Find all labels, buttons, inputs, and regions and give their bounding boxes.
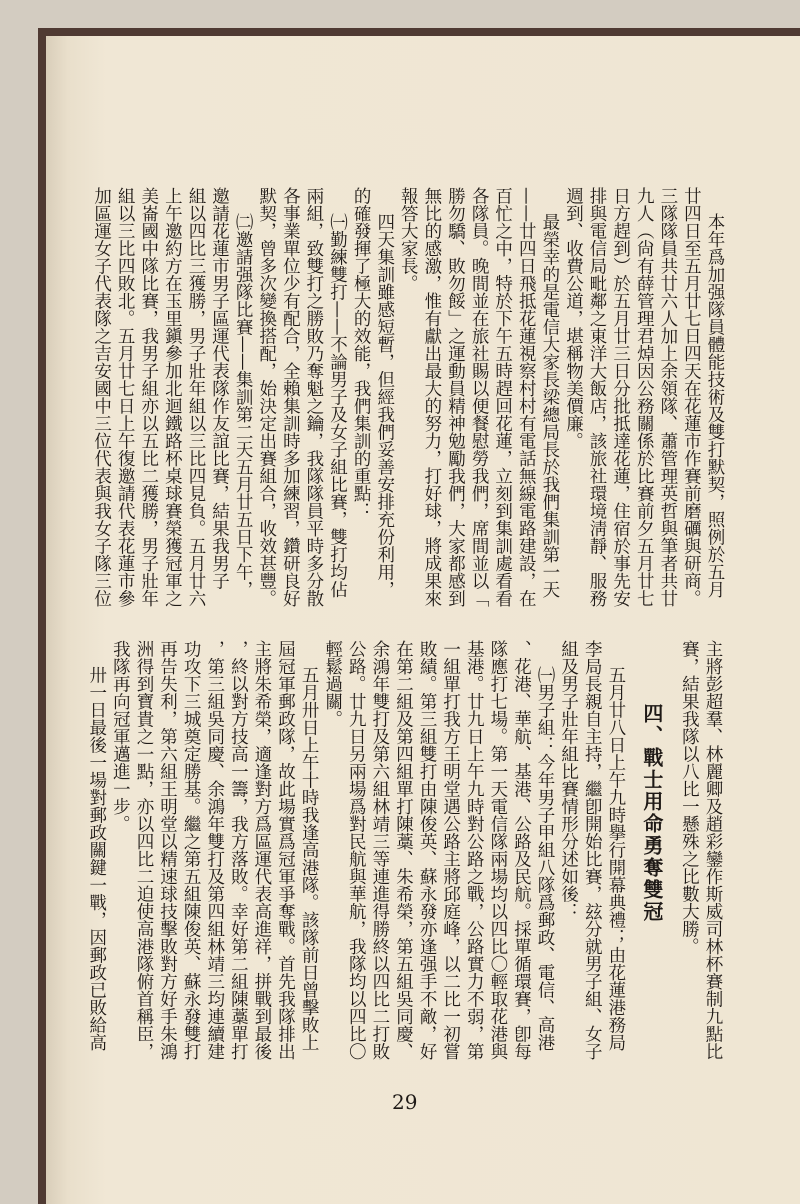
text-column: 三隊隊員共廿六人加上余領隊、蕭管理英哲與筆者共廿 [657,187,678,607]
text-column: ——廿四日飛抵花蓮視察村村有電話無線電路建設，在 [516,187,537,607]
text-column: 報答大家長。 [398,187,419,292]
text-column: 公路。廿九日另兩場爲對民航與華航，我隊均以四比〇 [346,640,367,1060]
text-column: 各事業單位少有配合，全賴集訓時多加練習，鑽研良好 [280,187,301,607]
text-column: 功攻下三城奠定勝基。繼之第五組陳俊英、蘇永發雙打 [181,640,202,1060]
text-column: ㈡邀請强隊比賽——集訓第二天五月廿五日下午， [233,213,254,598]
text-column: 卅一日最後一場對郵政關鍵一戰，因郵政已敗給高 [86,666,107,1051]
text-column: 敗績。第三組雙打由陳俊英、蘇永發亦逢强手不敵，好 [417,640,438,1060]
text-column: 無比的感激，惟有獻出最大的努力，打好球，將成果來 [421,187,442,607]
text-column: 排與電信局毗鄰之東洋大飯店，該旅社環境淸靜、服務 [587,187,608,607]
text-column: ㈠勤練雙打——不論男子及女子組比賽，雙打均佔 [327,213,348,598]
text-column: 各隊員。晚間並在旅社賜以便餐慰勞我們，席間並以「 [469,187,490,607]
text-column: 賽，結果我隊以八比一懸殊之比數大勝。 [679,640,700,955]
text-column: ㈠男子組：今年男子甲組八隊爲郵政、電信、高港 [535,666,556,1051]
text-column: 百忙之中，特於下午五時趕回花蓮，立刻到集訓處看看 [492,187,513,607]
text-column: 廿四日至五月廿七日四天在花蓮市作賽前磨礪與研商。 [681,187,702,607]
text-column: 五月卅日上午十時我逢高港隊。該隊前日曾擊敗上 [299,666,320,1051]
text-column: 組及男子壯年組比賽情形分述如後： [558,640,579,920]
text-column: 上午邀約方在玉里鎭參加北迴鐵路杯桌球賽榮獲冠軍之 [162,187,183,607]
text-column: 本年爲加强隊員體能技術及雙打默契，照例於五月 [705,213,725,598]
text-column: 一組單打我方王明堂遇公路主將邱庭峰，以二比一初嘗 [440,640,461,1060]
text-column: 日方趕到）於五月廿三日分批抵達花蓮，住宿於事先安 [610,187,631,607]
text-column: 我隊再向冠軍邁進一步。 [110,640,131,833]
page-number: 29 [392,1090,418,1114]
text-column: 屆冠軍郵政隊，故此場實爲冠軍爭奪戰。首先我隊排出 [275,640,296,1060]
text-column: 余鴻年雙打及第六組林靖三等連進得勝終以四比二打敗 [369,640,390,1060]
text-column: ，第三組吳同慶、余鴻年雙打及第四組林靖三均連續建 [204,640,225,1060]
upper-text-block [87,187,726,627]
text-column: 輕鬆過關。 [322,640,343,728]
lower-text-block [84,640,724,1080]
text-column: 邀請花蓮市男子區運代表隊作友誼比賽，結果我男子 [209,187,230,590]
text-column: 週到、收費公道，堪稱物美價廉。 [563,187,584,450]
text-column: 洲得到寶貴之一點，亦以四比二迫使高港隊俯首稱臣， [133,640,154,1060]
text-column: 再告失利，第六組王明堂以精速球技擊敗對方好手朱鴻 [157,640,178,1060]
text-column: 四天集訓雖感短暫，但經我們妥善安排充份利用， [374,213,395,598]
text-column: 五月廿八日上午九時擧行開幕典禮；由花蓮港務局 [605,666,626,1051]
text-column: 九人（尙有薛管理君焯因公務關係於比賽前夕五月廿七 [634,187,655,607]
text-column: 美崙國中隊比賽，我男子組亦以五比二獲勝，男子壯年 [138,187,159,607]
text-column: 組以三比四敗北。五月廿七日上午復邀請代表花蓮市參 [115,187,136,607]
text-column: 主將朱希榮，適逢對方爲區運代表高進祥，拼戰到最後 [251,640,272,1060]
text-column: 、花港、華航、基港、公路及民航。採單循環賽，卽每 [511,640,532,1060]
text-column: 李局長親自主持，繼卽開始比賽，玆分就男子組、女子 [582,640,603,1060]
text-column: 主將彭超羣、林麗卿及趙彩鑾作斯威司林杯賽制九點比 [703,640,723,1060]
text-column: 加區運女子代表隊之吉安國中三位代表與我女子隊三位 [91,187,112,607]
text-column: 勝勿驕、敗勿餒」之運動員精神勉勵我們，大家都感到 [445,187,466,607]
text-column: 默契，曾多次變換搭配，始決定出賽組合，收效甚豐。 [256,187,277,607]
text-column: 最榮幸的是電信大家長梁總局長於我們集訓第一天 [539,213,560,598]
text-column: ，終以對方技高一籌，我方落敗。幸好第二組陳藁單打 [228,640,249,1060]
section-heading: 四、戰士用命勇奪雙冠 [639,703,664,923]
text-column: 在第二組及第四組單打陳藁、朱希榮，第五組吳同慶、 [393,640,414,1060]
text-column: 隊應打七場。第一天電信隊兩場均以四比〇輕取花港與 [487,640,508,1060]
text-column: 的確發揮了極大的效能，我們集訓的重點： [351,187,372,520]
text-column: 基港。廿九日上午九時對公路之戰，公路實力不弱，第 [464,640,485,1060]
text-column: 兩組，致雙打之勝敗乃奪魁之鑰，我隊隊員平時多分散 [303,187,324,607]
text-column: 組以四比三獲勝，男子壯年組以三比四見負。五月廿六 [185,187,206,607]
